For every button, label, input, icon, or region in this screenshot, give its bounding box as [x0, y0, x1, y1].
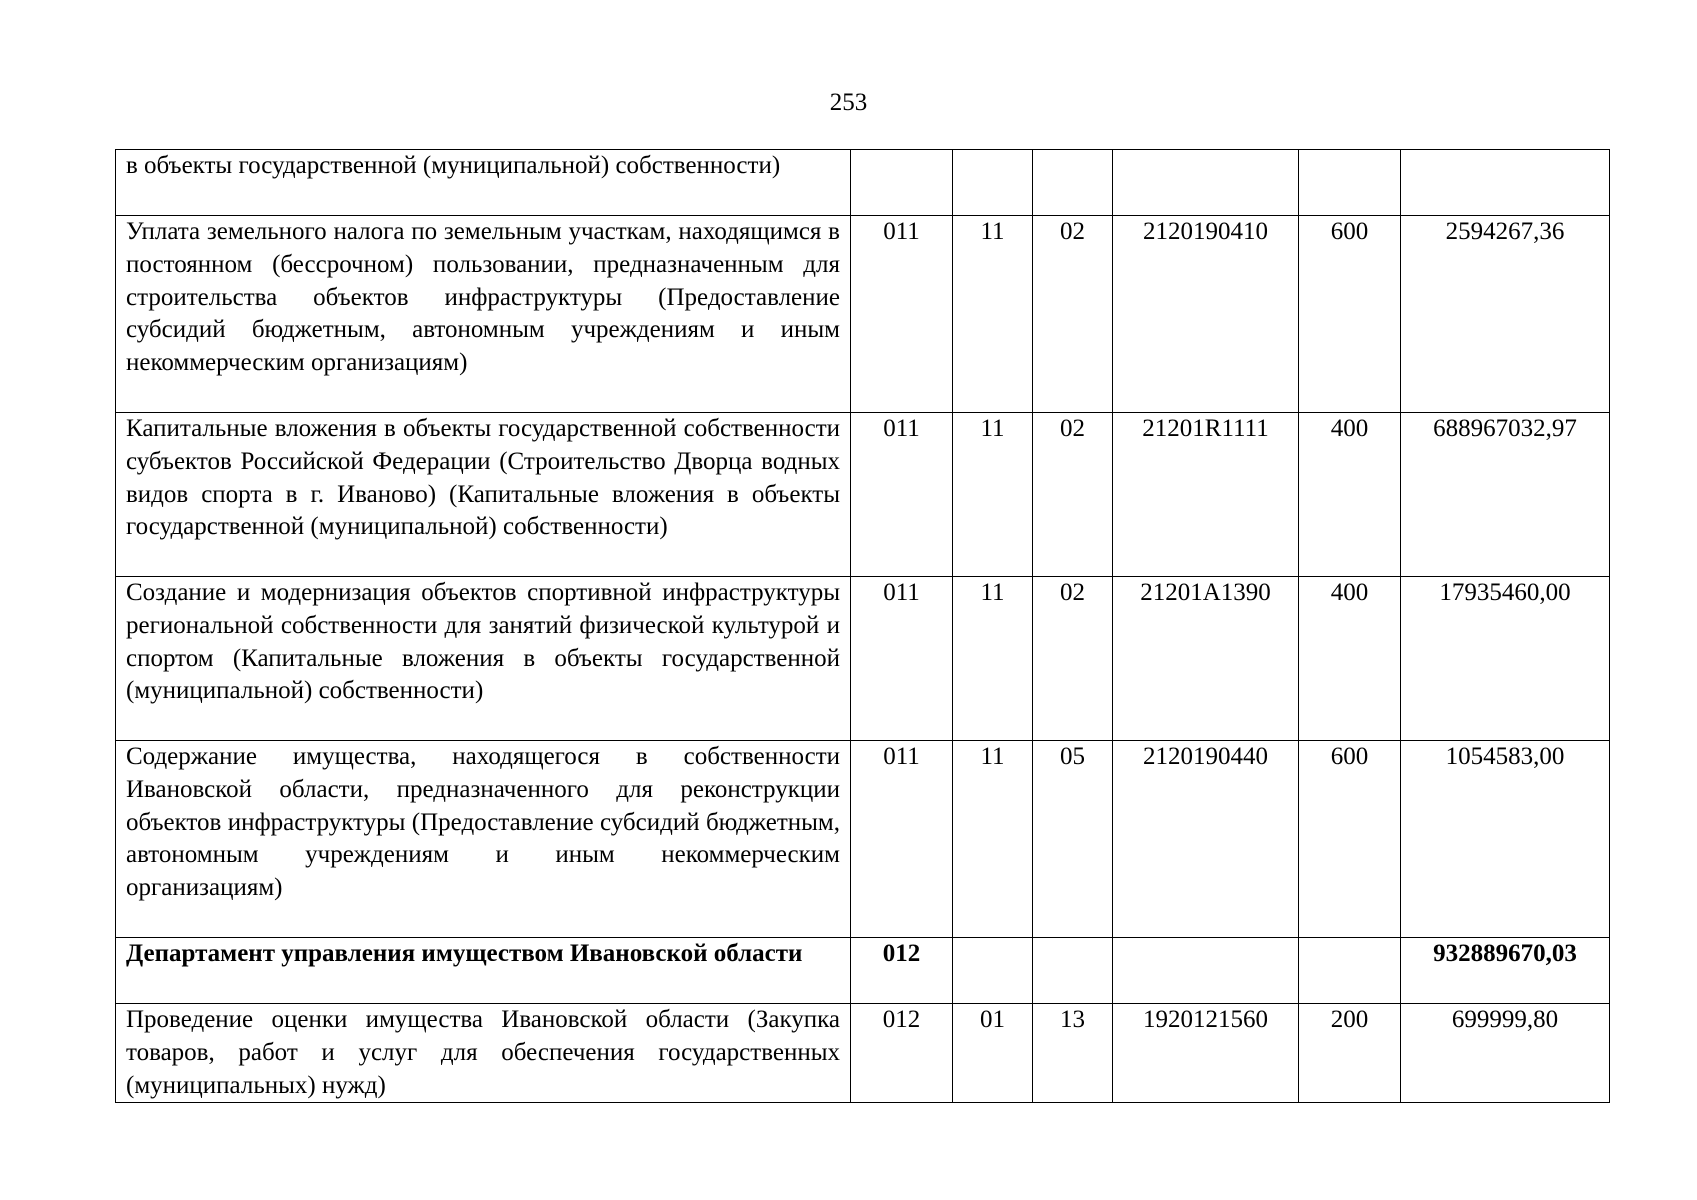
- subsection-code-cell: 13: [1033, 1004, 1113, 1103]
- ministry-code-cell: 011: [851, 741, 953, 938]
- table-row: [116, 216, 1610, 413]
- department-name-cell: Департамент управления имуществом Ивановской области: [116, 938, 851, 1004]
- row-name-cell: Создание и модернизация объектов спортивной инфраструктуры региональной собственности для занятий физической культурой и спортом (Капитальные вложения в объекты государственной (муниципальной) собственности): [116, 577, 851, 741]
- ministry-code-cell: 011: [851, 577, 953, 741]
- expense-type-cell: [1299, 938, 1401, 1004]
- target-article-cell: 21201A1390: [1113, 577, 1299, 741]
- subsection-code-cell: 05: [1033, 741, 1113, 938]
- ministry-code-cell: 011: [851, 413, 953, 577]
- expense-type-cell: 200: [1299, 1004, 1401, 1103]
- target-article-cell: [1113, 150, 1299, 216]
- row-name-cell: Уплата земельного налога по земельным участкам, находящимся в постоянном (бессрочном) пользовании, предназначенным для строительства объектов инфраструктуры (Предоставление субсидий бюджетным, автономным учреждениям и иным некоммерческим организациям): [116, 216, 851, 413]
- expense-type-cell: 600: [1299, 741, 1401, 938]
- ministry-code-cell: 011: [851, 216, 953, 413]
- table-row: [116, 1004, 1610, 1103]
- ministry-code-cell: 012: [851, 1004, 953, 1103]
- subsection-code-cell: 02: [1033, 216, 1113, 413]
- subsection-code-cell: 02: [1033, 413, 1113, 577]
- budget-table: [115, 149, 1610, 1103]
- row-name-cell: Капитальные вложения в объекты государственной собственности субъектов Российской Федерации (Строительство Дворца водных видов спорта в г. Иваново) (Капитальные вложения в объекты государственной (муниципальной) собственности): [116, 413, 851, 577]
- ministry-code-cell: [851, 150, 953, 216]
- target-article-cell: 1920121560: [1113, 1004, 1299, 1103]
- target-article-cell: 2120190410: [1113, 216, 1299, 413]
- page-number: 253: [829, 89, 868, 116]
- expense-type-cell: 400: [1299, 413, 1401, 577]
- section-code-cell: [953, 938, 1033, 1004]
- amount-cell: 17935460,00: [1401, 577, 1610, 741]
- amount-cell: 1054583,00: [1401, 741, 1610, 938]
- amount-cell: 688967032,97: [1401, 413, 1610, 577]
- target-article-cell: 21201R1111: [1113, 413, 1299, 577]
- subsection-code-cell: 02: [1033, 577, 1113, 741]
- expense-type-cell: [1299, 150, 1401, 216]
- table-row: [116, 577, 1610, 741]
- expense-type-cell: 400: [1299, 577, 1401, 741]
- row-name-cell: Содержание имущества, находящегося в собственности Ивановской области, предназначенного для реконструкции объектов инфраструктуры (Предоставление субсидий бюджетным, автономным учреждениям и иным некоммерческим организациям): [116, 741, 851, 938]
- section-code-cell: 01: [953, 1004, 1033, 1103]
- subsection-code-cell: [1033, 150, 1113, 216]
- section-code-cell: 11: [953, 741, 1033, 938]
- target-article-cell: 2120190440: [1113, 741, 1299, 938]
- expense-type-cell: 600: [1299, 216, 1401, 413]
- row-name-cell: Проведение оценки имущества Ивановской области (Закупка товаров, работ и услуг для обеспечения государственных (муниципальных) нужд): [116, 1004, 851, 1103]
- ministry-code-cell: 012: [851, 938, 953, 1004]
- department-total-amount: 932889670,03: [1401, 938, 1610, 1004]
- section-code-cell: 11: [953, 216, 1033, 413]
- department-total-row: [116, 938, 1610, 1004]
- table-row: [116, 413, 1610, 577]
- amount-cell: 2594267,36: [1401, 216, 1610, 413]
- table-row: [116, 741, 1610, 938]
- section-code-cell: 11: [953, 577, 1033, 741]
- subsection-code-cell: [1033, 938, 1113, 1004]
- row-name-cell: в объекты государственной (муниципальной) собственности): [116, 150, 851, 216]
- amount-cell: 699999,80: [1401, 1004, 1610, 1103]
- amount-cell: [1401, 150, 1610, 216]
- section-code-cell: 11: [953, 413, 1033, 577]
- target-article-cell: [1113, 938, 1299, 1004]
- section-code-cell: [953, 150, 1033, 216]
- table-row: [116, 150, 1610, 216]
- budget-table-body: [116, 150, 1610, 1103]
